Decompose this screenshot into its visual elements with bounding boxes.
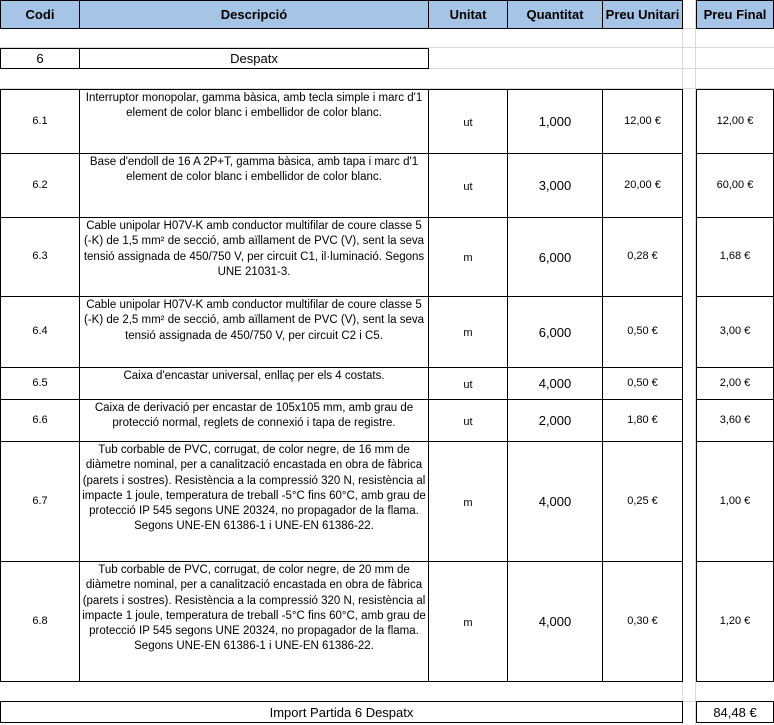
- item-description: Cable unipolar H07V-K amb conductor multifilar de coure classe 5 (-K) de 1,5 mm² de secció, amb aïllament de PVC (V), sent la seva tensió assignada de 450/750 V, per circuit C1, il·luminació. Segons UNE 21031-3.: [79, 217, 429, 297]
- total-value: 84,48 €: [696, 701, 774, 723]
- item-unit: m: [428, 441, 508, 562]
- item-code: 6.8: [0, 561, 80, 682]
- item-code: 6.2: [0, 153, 80, 218]
- item-final-price: 60,00 €: [696, 153, 774, 218]
- item-code: 6.7: [0, 441, 80, 562]
- item-quantity: 1,000: [507, 89, 603, 154]
- header-codi: Codi: [0, 0, 80, 29]
- item-final-price: 1,68 €: [696, 217, 774, 297]
- item-quantity: 4,000: [507, 367, 603, 400]
- item-description: Caixa d'encastar universal, enllaç per els 4 costats.: [79, 367, 429, 400]
- item-quantity: 6,000: [507, 217, 603, 297]
- item-description: Cable unipolar H07V-K amb conductor multifilar de coure classe 5 (-K) de 2,5 mm² de secció, amb aïllament de PVC (V), sent la seva tensió assignada de 450/750 V, per circuit C2 i C5.: [79, 296, 429, 368]
- item-final-price: 1,20 €: [696, 561, 774, 682]
- item-description: Interruptor monopolar, gamma bàsica, amb tecla simple i marc d'1 element de color blanc i embellidor de color blanc.: [79, 89, 429, 154]
- item-unit-price: 0,28 €: [602, 217, 683, 297]
- item-code: 6.4: [0, 296, 80, 368]
- item-final-price: 3,00 €: [696, 296, 774, 368]
- header-unitat: Unitat: [428, 0, 508, 29]
- item-quantity: 4,000: [507, 561, 603, 682]
- item-quantity: 3,000: [507, 153, 603, 218]
- item-unit: ut: [428, 89, 508, 154]
- item-description: Base d'endoll de 16 A 2P+T, gamma bàsica, amb tapa i marc d'1 element de color blanc i embellidor de color blanc.: [79, 153, 429, 218]
- section-code: 6: [0, 48, 80, 69]
- item-unit: ut: [428, 153, 508, 218]
- item-unit-price: 0,30 €: [602, 561, 683, 682]
- header-preu-final: Preu Final: [696, 0, 774, 29]
- item-unit: m: [428, 217, 508, 297]
- item-description: Tub corbable de PVC, corrugat, de color negre, de 20 mm de diàmetre nominal, per a canalització encastada en obra de fàbrica (parets i sostres). Resistència a la compressió 320 N, resistència al impacte 1 joule, temperatura de treball -5°C fins 60°C, amb grau de protecció IP 545 segons UNE 20324, no propagador de la flama. Segons UNE-EN 61386-1 i UNE-EN 61386-22.: [79, 561, 429, 682]
- item-final-price: 2,00 €: [696, 367, 774, 400]
- item-code: 6.1: [0, 89, 80, 154]
- item-unit-price: 20,00 €: [602, 153, 683, 218]
- item-unit: m: [428, 296, 508, 368]
- item-quantity: 2,000: [507, 399, 603, 442]
- item-unit-price: 12,00 €: [602, 89, 683, 154]
- item-code: 6.6: [0, 399, 80, 442]
- item-unit: ut: [428, 399, 508, 442]
- item-unit-price: 0,50 €: [602, 367, 683, 400]
- item-unit: ut: [428, 367, 508, 400]
- item-description: Tub corbable de PVC, corrugat, de color negre, de 16 mm de diàmetre nominal, per a canalització encastada en obra de fàbrica (parets i sostres). Resistència a la compressió 320 N, resistència al impacte 1 joule, temperatura de treball -5°C fins 60°C, amb grau de protecció IP 545 segons UNE 20324, no propagador de la flama. Segons UNE-EN 61386-1 i UNE-EN 61386-22.: [79, 441, 429, 562]
- item-unit-price: 1,80 €: [602, 399, 683, 442]
- item-code: 6.5: [0, 367, 80, 400]
- item-final-price: 1,00 €: [696, 441, 774, 562]
- item-quantity: 4,000: [507, 441, 603, 562]
- header-quantitat: Quantitat: [507, 0, 603, 29]
- item-description: Caixa de derivació per encastar de 105x105 mm, amb grau de protecció normal, reglets de connexió i tapa de registre.: [79, 399, 429, 442]
- item-final-price: 12,00 €: [696, 89, 774, 154]
- item-unit-price: 0,25 €: [602, 441, 683, 562]
- total-label: Import Partida 6 Despatx: [0, 701, 683, 723]
- item-unit: m: [428, 561, 508, 682]
- item-unit-price: 0,50 €: [602, 296, 683, 368]
- header-preu-unitari: Preu Unitari: [602, 0, 683, 29]
- item-quantity: 6,000: [507, 296, 603, 368]
- section-name: Despatx: [79, 48, 429, 69]
- header-descripcio: Descripció: [79, 0, 429, 29]
- item-code: 6.3: [0, 217, 80, 297]
- item-final-price: 3,60 €: [696, 399, 774, 442]
